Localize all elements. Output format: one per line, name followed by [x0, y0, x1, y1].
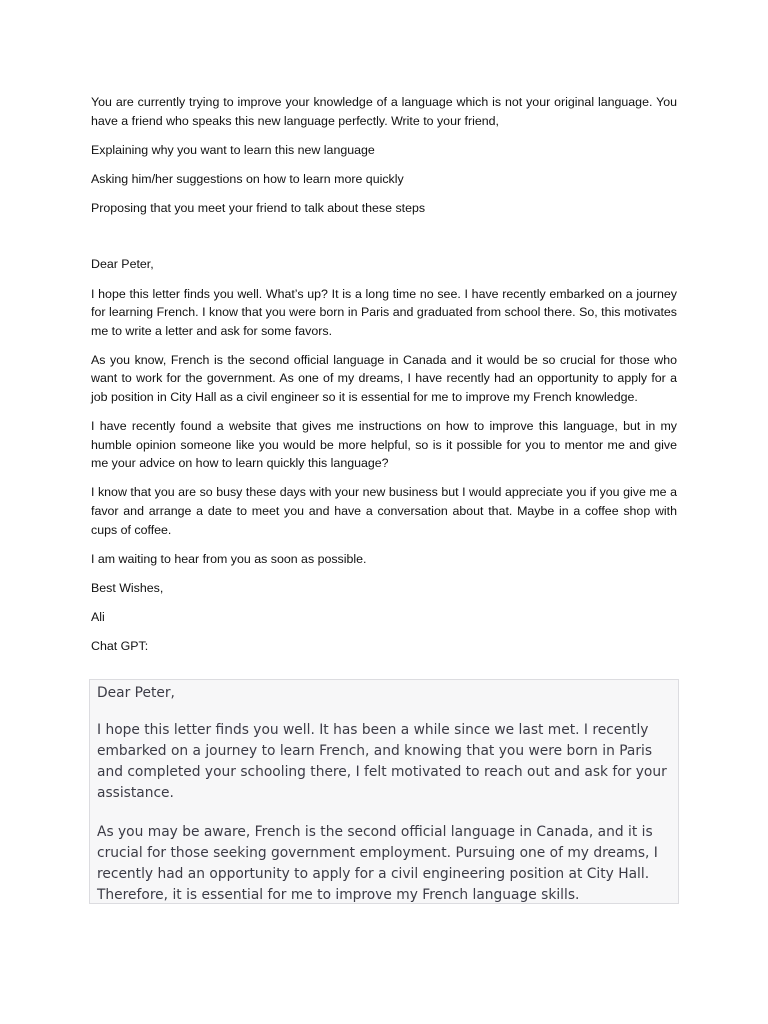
task-point-1: Explaining why you want to learn this new language: [91, 142, 375, 157]
task-point-2: Asking him/her suggestions on how to learn more quickly: [91, 171, 404, 186]
letter-paragraph-3: I have recently found a website that gives me instructions on how to improve this language, but in my humble opinion someone like you would be more helpful, so is it possible for you to mentor me and give me your advice on how to learn quickly this language?: [91, 419, 677, 471]
letter-closing: Best Wishes,: [91, 580, 164, 595]
document-body: [91, 93, 677, 666]
letter-signature: Ali: [91, 609, 105, 624]
task-prompt: You are currently trying to improve your knowledge of a language which is not your original language. You have a friend who speaks this new language perfectly. Write to your friend,: [91, 95, 677, 128]
chatgpt-paragraph-1: I hope this letter finds you well. It has been a while since we last met. I recently embarked on a journey to learn French, and knowing that you were born in Paris and completed your schooling there, I felt motivated to reach out and ask for your assistance.: [97, 722, 667, 801]
chatgpt-greeting: Dear Peter,: [97, 685, 175, 701]
chatgpt-response-box: [89, 679, 679, 904]
letter-salutation: Dear Peter,: [91, 257, 154, 272]
letter-paragraph-5: I am waiting to hear from you as soon as possible.: [91, 551, 367, 566]
chatgpt-heading: Chat GPT:: [91, 638, 149, 653]
task-point-3: Proposing that you meet your friend to talk about these steps: [91, 200, 426, 215]
chatgpt-paragraph-2: As you may be aware, French is the second official language in Canada, and it is crucial for those seeking government employment. Pursuing one of my dreams, I recently had an opportunity to apply for a civil engineering position at City Hall. Therefore, it is essential for me to improve my French language skills.: [97, 824, 658, 903]
letter-paragraph-1: I hope this letter finds you well. What’s up? It is a long time no see. I have recently embarked on a journey for learning French. I know that you were born in Paris and graduated from school there. So, this motivates me to write a letter and ask for some favors.: [91, 286, 677, 338]
letter-paragraph-2: As you know, French is the second official language in Canada and it would be so crucial for those who want to work for the government. As one of my dreams, I have recently had an opportunity to apply for a job position in City Hall as a civil engineer so it is essential for me to improve my French knowledge.: [91, 352, 677, 405]
letter-paragraph-4: I know that you are so busy these days with your new business but I would appreciate you if you give me a favor and arrange a date to meet you and have a conversation about that. Maybe in a coffee shop with cups of coffee.: [91, 485, 677, 537]
